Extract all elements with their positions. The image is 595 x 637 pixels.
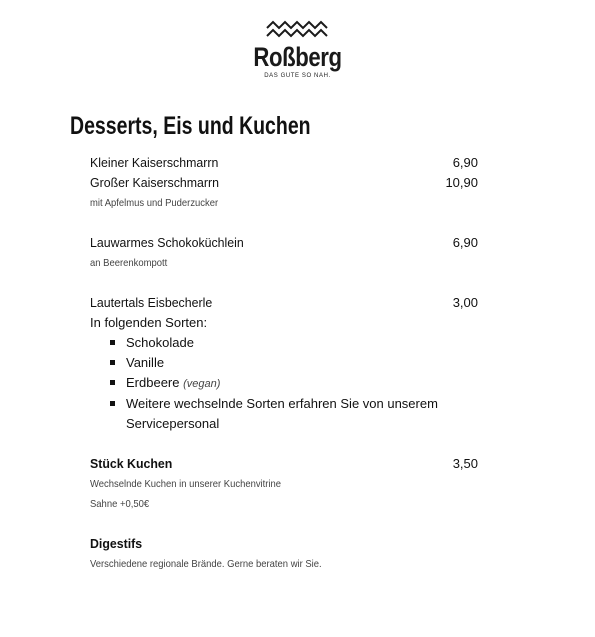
- sorts-list: [90, 333, 478, 434]
- sort-item: Vanille: [110, 353, 478, 373]
- kuchen-section: [90, 454, 478, 514]
- menu-item: [90, 454, 478, 474]
- item-note: Wechselnde Kuchen in unserer Kuchenvitrine: [90, 478, 282, 490]
- menu-item: [90, 534, 478, 554]
- menu-item: [90, 233, 478, 253]
- sort-item: Erdbeere (vegan): [110, 373, 478, 394]
- page-title: Desserts, Eis und Kuchen: [70, 112, 311, 140]
- sort-item: Schokolade: [110, 333, 478, 353]
- sorts-intro: In folgenden Sorten:: [90, 315, 208, 330]
- eis-section: [90, 293, 478, 434]
- logo: [0, 20, 595, 79]
- item-name: Lautertals Eisbecherle: [90, 295, 213, 310]
- menu-item: [90, 173, 478, 193]
- item-note: Sahne +0,50€: [90, 498, 150, 510]
- menu: [90, 153, 478, 594]
- item-price: 10,90: [445, 175, 478, 190]
- mountains-icon: [265, 20, 331, 38]
- item-name: Kleiner Kaiserschmarrn: [90, 155, 219, 170]
- brand-tagline: DAS GUTE SO NAH.: [264, 73, 331, 79]
- menu-item: [90, 153, 478, 173]
- item-note: Verschiedene regionale Brände. Gerne beraten wir Sie.: [90, 558, 322, 570]
- item-name: Digestifs: [90, 536, 143, 551]
- brand-name: Roßberg: [253, 42, 342, 72]
- item-name: Großer Kaiserschmarrn: [90, 175, 220, 190]
- item-price: 3,50: [452, 456, 478, 471]
- item-name: Stück Kuchen: [90, 456, 173, 471]
- item-price: 6,90: [452, 235, 478, 250]
- digestifs-section: [90, 534, 478, 574]
- sort-item: Weitere wechselnde Sorten erfahren Sie von unserem Servicepersonal: [110, 394, 478, 434]
- item-note: mit Apfelmus und Puderzucker: [90, 197, 219, 209]
- schoko-section: [90, 233, 478, 273]
- item-name: Lauwarmes Schokoküchlein: [90, 235, 244, 250]
- item-price: 3,00: [452, 295, 478, 310]
- vegan-tag: (vegan): [183, 378, 221, 390]
- kaiserschmarrn-section: [90, 153, 478, 213]
- item-price: 6,90: [452, 155, 478, 170]
- item-note: an Beerenkompott: [90, 257, 168, 269]
- menu-item: [90, 293, 478, 313]
